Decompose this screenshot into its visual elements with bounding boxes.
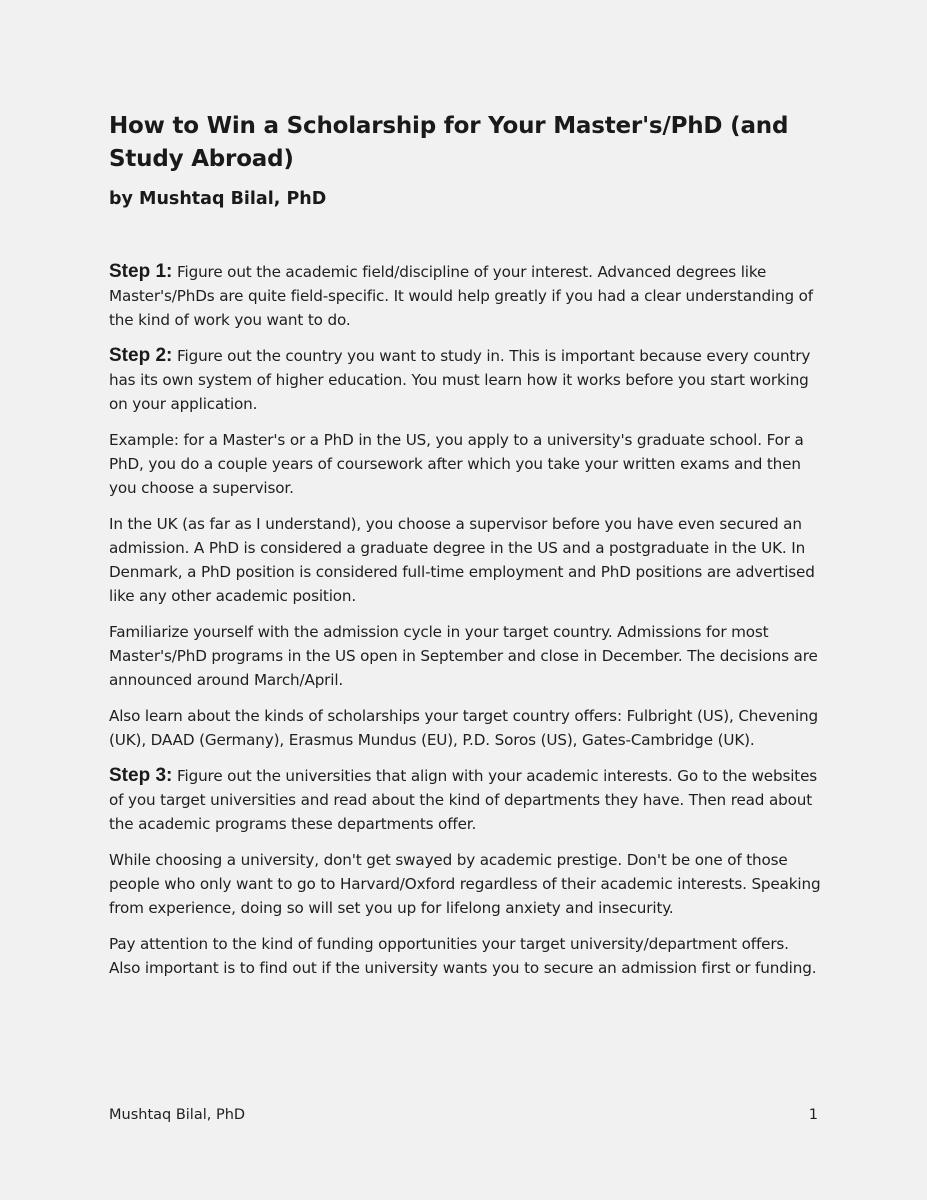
paragraph-step-2	[109, 344, 821, 416]
paragraph-text: Figure out the country you want to study in. This is important because every country has its own system of higher education. You must learn how it works before you start working on your application.	[109, 347, 811, 413]
footer-author: Mushtaq Bilal, PhD	[109, 1107, 246, 1123]
paragraph-text: Figure out the academic field/discipline of your interest. Advanced degrees like Master's/PhDs are quite field-specific. It would help greatly if you had a clear understanding of the kind of work you want to do.	[109, 263, 813, 329]
paragraph-prestige	[109, 848, 821, 920]
paragraph-text: In the UK (as far as I understand), you choose a supervisor before you have even secured an admission. A PhD is considered a graduate degree in the US and a postgraduate in the UK. In Denmark, a PhD position is considered full-time employment and PhD positions are advertised like any other academic position.	[109, 515, 815, 605]
page-number: 1	[808, 1107, 818, 1123]
paragraph-text: Familiarize yourself with the admission cycle in your target country. Admissions for most Master's/PhD programs in the US open in September and close in December. The decisions are announced around March/April.	[109, 623, 818, 689]
step-label: Step 1:	[109, 261, 173, 282]
paragraph-text: Figure out the universities that align with your academic interests. Go to the websites of you target universities and read about the kind of departments they have. Then read about the academic programs these departments offer.	[109, 767, 818, 833]
paragraph-scholarships	[109, 704, 821, 752]
page-footer	[109, 1104, 818, 1126]
paragraph-admission-cycle	[109, 620, 821, 692]
author-byline: by Mushtaq Bilal, PhD	[109, 189, 327, 209]
paragraph-step-1	[109, 260, 821, 332]
paragraph-text: Example: for a Master's or a PhD in the US, you apply to a university's graduate school. For a PhD, you do a couple years of coursework after which you take your written exams and then you choose a supervisor.	[109, 431, 804, 497]
paragraph-text: While choosing a university, don't get swayed by academic prestige. Don't be one of those people who only want to go to Harvard/Oxford regardless of their academic interests. Speaking from experience, doing so will set you up for lifelong anxiety and insecurity.	[109, 851, 821, 917]
paragraph-funding	[109, 932, 821, 980]
paragraph-uk-example	[109, 512, 821, 608]
paragraph-step-3	[109, 764, 821, 836]
document-body	[109, 260, 821, 980]
step-label: Step 3:	[109, 765, 173, 786]
step-label: Step 2:	[109, 345, 173, 366]
paragraph-text: Pay attention to the kind of funding opportunities your target university/department offers. Also important is to find out if the university wants you to secure an admission first or funding.	[109, 935, 817, 977]
document-title: How to Win a Scholarship for Your Master's/PhD (and Study Abroad)	[109, 113, 789, 172]
paragraph-text: Also learn about the kinds of scholarships your target country offers: Fulbright (US), Chevening (UK), DAAD (Germany), Erasmus Mundus (EU), P.D. Soros (US), Gates-Cambridge (UK).	[109, 707, 819, 749]
document-content	[109, 110, 821, 992]
paragraph-us-example	[109, 428, 821, 500]
